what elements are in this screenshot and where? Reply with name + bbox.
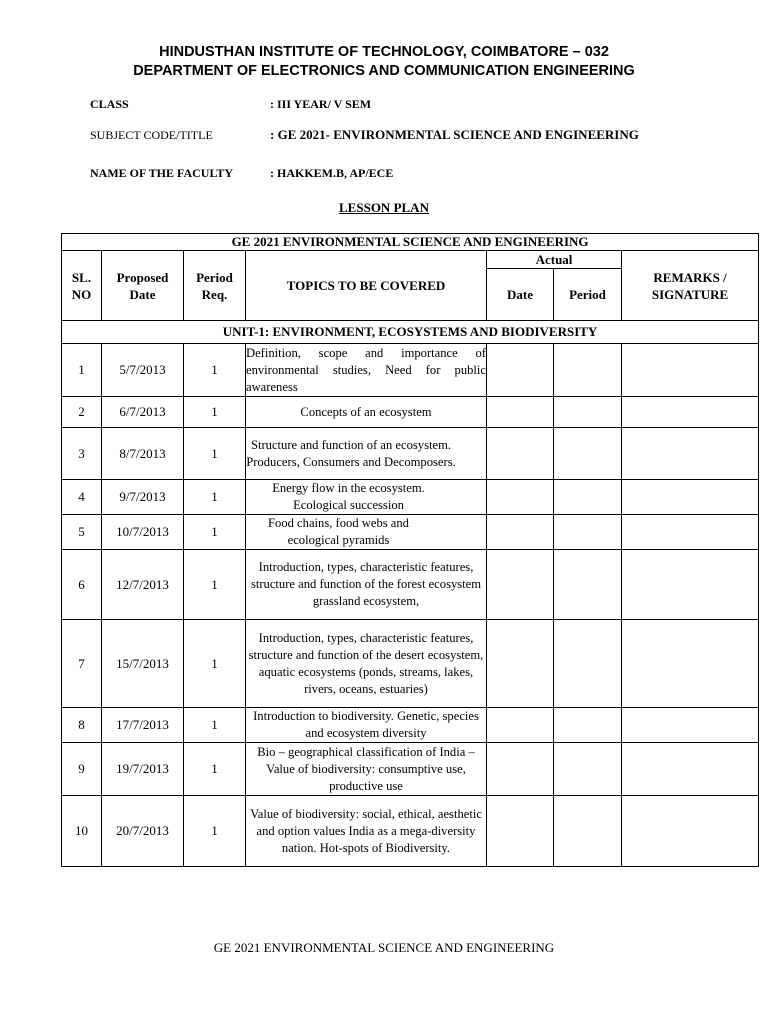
- row-actual-period: [554, 397, 622, 428]
- row-sl: 4: [62, 480, 102, 515]
- row-topic: Bio – geographical classification of India – Value of biodiversity: consumptive use, productive use: [246, 743, 487, 796]
- col-sl-header: [62, 251, 102, 321]
- col-actual-period-header: Period: [554, 269, 622, 321]
- row-topic: [246, 480, 487, 515]
- row-actual-period: [554, 708, 622, 743]
- row-actual-period: [554, 428, 622, 480]
- row-sl: 9: [62, 743, 102, 796]
- faculty-value: : HAKKEM.B, AP/ECE: [270, 166, 394, 180]
- table-row: [62, 344, 759, 397]
- row-date: 6/7/2013: [102, 397, 184, 428]
- row-actual-date: [487, 344, 554, 397]
- table-row: [62, 708, 759, 743]
- row-actual-date: [487, 708, 554, 743]
- row-topic: Value of biodiversity: social, ethical, aesthetic and option values India as a mega-diversity nation. Hot-spots of Biodiversity.: [246, 796, 487, 867]
- row-topic: [246, 515, 487, 550]
- row-actual-period: [554, 743, 622, 796]
- institute-name: HINDUSTHAN INSTITUTE OF TECHNOLOGY, COIMBATORE – 032: [159, 44, 609, 60]
- row-actual-date: [487, 743, 554, 796]
- unit-title: UNIT-1: ENVIRONMENT, ECOSYSTEMS AND BIODIVERSITY: [62, 321, 759, 344]
- row-topic: Definition, scope and importance of environmental studies, Need for public awareness: [246, 344, 487, 397]
- table-row: [62, 620, 759, 708]
- table-row: [62, 428, 759, 480]
- row-period: 1: [184, 480, 246, 515]
- col-date-header: [102, 251, 184, 321]
- row-date: 20/7/2013: [102, 796, 184, 867]
- subject-label: SUBJECT CODE/TITLE: [90, 128, 213, 142]
- row-remarks: [622, 344, 759, 397]
- page-footer: GE 2021 ENVIRONMENTAL SCIENCE AND ENGINEERING: [213, 940, 555, 955]
- row-sl: 6: [62, 550, 102, 620]
- table-row: [62, 397, 759, 428]
- lesson-plan-table: [61, 233, 759, 867]
- row-period: 1: [184, 620, 246, 708]
- row-remarks: [622, 620, 759, 708]
- row-period: 1: [184, 743, 246, 796]
- col-actual-date-header: Date: [487, 269, 554, 321]
- table-title: GE 2021 ENVIRONMENTAL SCIENCE AND ENGINEERING: [62, 234, 759, 251]
- lesson-plan-title: LESSON PLAN: [339, 200, 429, 215]
- col-actual-header: Actual: [487, 251, 622, 269]
- row-date: 10/7/2013: [102, 515, 184, 550]
- row-date: 5/7/2013: [102, 344, 184, 397]
- row-period: 1: [184, 344, 246, 397]
- row-actual-period: [554, 480, 622, 515]
- table-row: [62, 796, 759, 867]
- row-period: 1: [184, 796, 246, 867]
- row-remarks: [622, 428, 759, 480]
- row-date: 12/7/2013: [102, 550, 184, 620]
- subject-value: : GE 2021- ENVIRONMENTAL SCIENCE AND ENGINEERING: [270, 127, 639, 142]
- col-topics-header: TOPICS TO BE COVERED: [246, 251, 487, 321]
- row-actual-period: [554, 550, 622, 620]
- row-date: 9/7/2013: [102, 480, 184, 515]
- col-date-label: Proposed Date: [116, 269, 169, 302]
- row-remarks: [622, 397, 759, 428]
- row-remarks: [622, 550, 759, 620]
- row-actual-date: [487, 550, 554, 620]
- col-period-header: [184, 251, 246, 321]
- row-date: 8/7/2013: [102, 428, 184, 480]
- row-actual-date: [487, 428, 554, 480]
- faculty-label: NAME OF THE FACULTY: [90, 166, 234, 180]
- row-remarks: [622, 515, 759, 550]
- row-actual-date: [487, 796, 554, 867]
- row-period: 1: [184, 550, 246, 620]
- row-topic: Concepts of an ecosystem: [246, 397, 487, 428]
- row-topic: Introduction, types, characteristic features, structure and function of the forest ecosystem grassland ecosystem,: [246, 550, 487, 620]
- row-actual-period: [554, 796, 622, 867]
- row-actual-period: [554, 620, 622, 708]
- row-period: 1: [184, 428, 246, 480]
- table-row: [62, 480, 759, 515]
- table-row: [62, 743, 759, 796]
- class-label: CLASS: [90, 97, 129, 111]
- row-topic-text: Structure and function of an ecosystem. Producers, Consumers and Decomposers.: [246, 437, 456, 469]
- row-actual-period: [554, 515, 622, 550]
- row-topic: Introduction to biodiversity. Genetic, species and ecosystem diversity: [246, 708, 487, 743]
- row-actual-date: [487, 515, 554, 550]
- table-row: [62, 550, 759, 620]
- row-topic: Introduction, types, characteristic features, structure and function of the desert ecosystem, aquatic ecosystems (ponds, streams, lakes, rivers, oceans, estuaries): [246, 620, 487, 708]
- row-actual-period: [554, 344, 622, 397]
- row-period: 1: [184, 515, 246, 550]
- row-remarks: [622, 480, 759, 515]
- row-sl: 10: [62, 796, 102, 867]
- row-sl: 3: [62, 428, 102, 480]
- row-sl: 2: [62, 397, 102, 428]
- row-sl: 7: [62, 620, 102, 708]
- row-actual-date: [487, 480, 554, 515]
- col-remarks-header: [622, 251, 759, 321]
- row-sl: 8: [62, 708, 102, 743]
- table-row: [62, 515, 759, 550]
- row-topic-text: Food chains, food webs and ecological pyramids: [268, 516, 409, 547]
- row-remarks: [622, 796, 759, 867]
- row-actual-date: [487, 397, 554, 428]
- row-actual-date: [487, 620, 554, 708]
- row-date: 19/7/2013: [102, 743, 184, 796]
- row-date: 15/7/2013: [102, 620, 184, 708]
- row-date: 17/7/2013: [102, 708, 184, 743]
- row-period: 1: [184, 397, 246, 428]
- col-sl-label: SL. NO: [71, 269, 92, 302]
- row-sl: 5: [62, 515, 102, 550]
- row-remarks: [622, 743, 759, 796]
- row-topic-text: Energy flow in the ecosystem. Ecological succession: [272, 481, 425, 512]
- row-period: 1: [184, 708, 246, 743]
- col-remarks-label: REMARKS / SIGNATURE: [651, 269, 729, 302]
- row-remarks: [622, 708, 759, 743]
- row-sl: 1: [62, 344, 102, 397]
- col-period-label: Period Req.: [196, 269, 233, 302]
- class-value: : III YEAR/ V SEM: [270, 97, 372, 111]
- row-topic: [246, 428, 487, 480]
- department-name: DEPARTMENT OF ELECTRONICS AND COMMUNICATION ENGINEERING: [133, 63, 635, 79]
